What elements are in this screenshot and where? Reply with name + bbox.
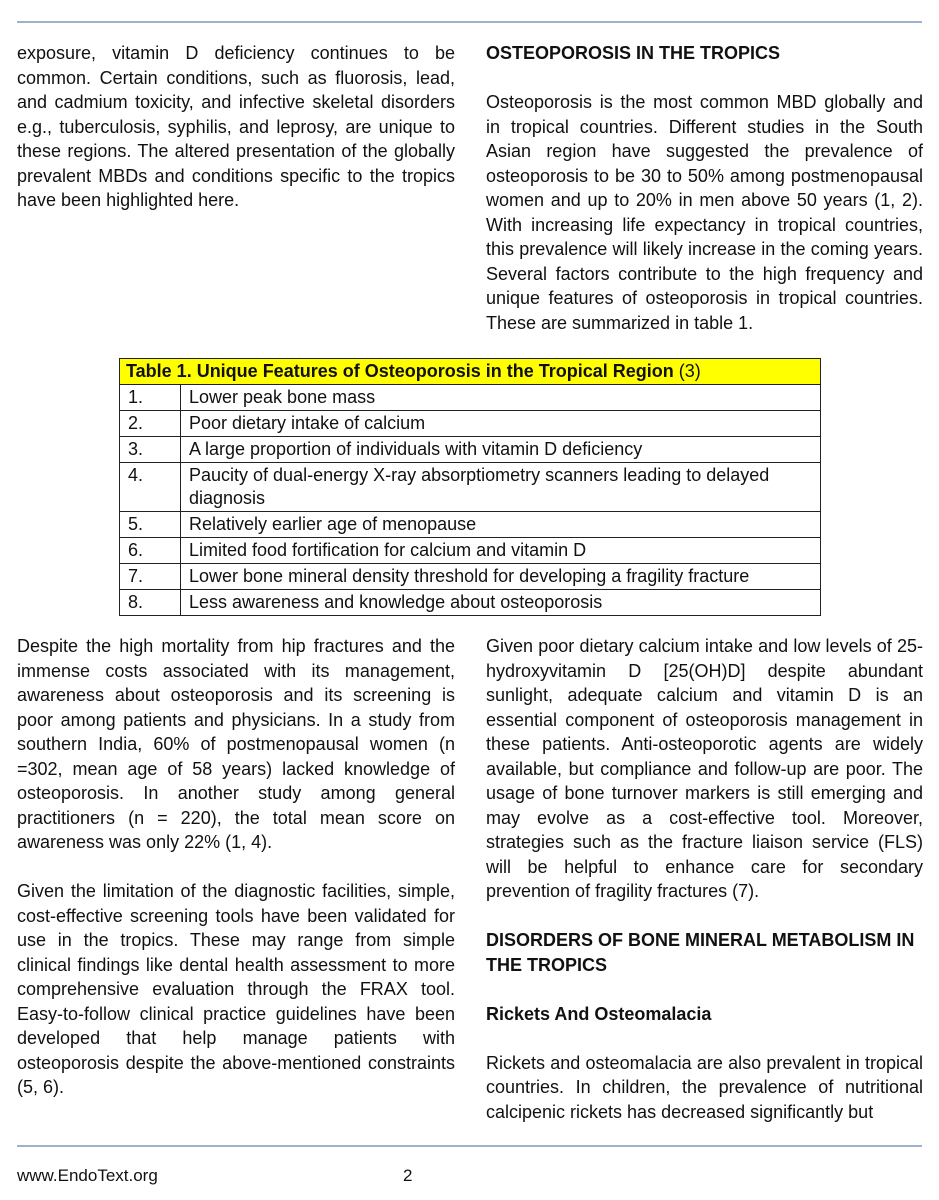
table-row-number: 2. [120,411,181,437]
table-row-number: 4. [120,463,181,512]
table-row-number: 1. [120,385,181,411]
features-table [119,358,821,616]
page-number: 2 [403,1166,413,1185]
subheading-rickets: Rickets And Osteomalacia [486,1003,712,1024]
table-row [120,512,821,538]
table-row-text: Lower peak bone mass [181,385,821,411]
table-row-number: 5. [120,512,181,538]
management-paragraph: Given poor dietary calcium intake and low levels of 25-hydroxyvitamin D [25(OH)D] despite abundant sunlight, adequate calcium and vitamin D is an essential component of osteoporosis management in these patients. Anti-osteoporotic agents are widely available, but compliance and follow-up are poor. The usage of bone turnover markers is still emerging and may evolve as a cost-effective tool. Moreover, strategies such as the fracture liaison service (FLS) will be helpful to enhance care for secondary prevention of fragility fractures (7). [486,636,923,901]
osteoporosis-paragraph: Osteoporosis is the most common MBD globally and in tropical countries. Different studies in the South Asian region have suggested the prevalence of osteoporosis to be 30 to 50% among postmenopausal women and up to 20% in men above 50 years (1, 2). With increasing life expectancy in tropical countries, this prevalence will likely increase in the coming years. Several factors contribute to the high frequency and unique features of osteoporosis in tropical countries. These are summarized in table 1. [486,92,923,333]
table-row-text: Less awareness and knowledge about osteoporosis [181,590,821,616]
table-row-number: 3. [120,437,181,463]
table-row-number: 8. [120,590,181,616]
top-right-column [486,41,923,335]
table-row-text: Limited food fortification for calcium and vitamin D [181,538,821,564]
bottom-right-column [486,634,923,1124]
table-row-text: Lower bone mineral density threshold for developing a fragility fracture [181,564,821,590]
table-row [120,590,821,616]
table-row [120,538,821,564]
table-title-row [120,359,821,385]
bottom-left-column [17,634,455,1100]
section-heading-disorders: DISORDERS OF BONE MINERAL METABOLISM IN THE TROPICS [486,930,915,975]
table-row-text: Poor dietary intake of calcium [181,411,821,437]
table-title-cell [120,359,821,385]
table-row [120,437,821,463]
header-rule [17,21,922,23]
rickets-paragraph: Rickets and osteomalacia are also prevalent in tropical countries. In children, the prevalence of nutritional calcipenic rickets has decreased significantly but [486,1052,923,1122]
table-row-text: Paucity of dual-energy X-ray absorptiometry scanners leading to delayed diagnosis [181,463,821,512]
section-heading-osteoporosis: OSTEOPOROSIS IN THE TROPICS [486,43,781,63]
table-row [120,411,821,437]
intro-paragraph: exposure, vitamin D deficiency continues to be common. Certain conditions, such as fluorosis, lead, and cadmium toxicity, and infective skeletal disorders e.g., tuberculosis, syphilis, and leprosy, are unique to these regions. The altered presentation of the globally prevalent MBDs and conditions specific to the tropics have been highlighted here. [17,43,455,210]
table-row-number: 7. [120,564,181,590]
table-row [120,463,821,512]
table-row-number: 6. [120,538,181,564]
table-row-text: Relatively earlier age of menopause [181,512,821,538]
table-row [120,564,821,590]
screening-paragraph: Given the limitation of the diagnostic facilities, simple, cost-effective screening tools have been validated for use in the tropics. These may range from simple clinical findings like dental health assessment to more comprehensive evaluation through the FRAX tool. Easy-to-follow clinical practice guidelines have been developed that help manage patients with osteoporosis despite the above-mentioned constraints (5, 6). [17,881,455,1097]
table-title: Table 1. Unique Features of Osteoporosis in the Tropical Region [126,361,674,381]
table-row [120,385,821,411]
top-left-column [17,41,455,213]
table-reference: (3) [678,361,701,381]
awareness-paragraph: Despite the high mortality from hip fractures and the immense costs associated with its management, awareness about osteoporosis and its screening is poor among patients and physicians. In a study from southern India, 60% of postmenopausal women (n =302, mean age of 58 years) lacked knowledge of osteoporosis. In another study among general practitioners (n = 220), the total mean score on awareness was only 22% (1, 4). [17,636,455,852]
footer-site-link[interactable]: www.EndoText.org [17,1166,158,1185]
footer-rule [17,1145,922,1147]
table-row-text: A large proportion of individuals with vitamin D deficiency [181,437,821,463]
